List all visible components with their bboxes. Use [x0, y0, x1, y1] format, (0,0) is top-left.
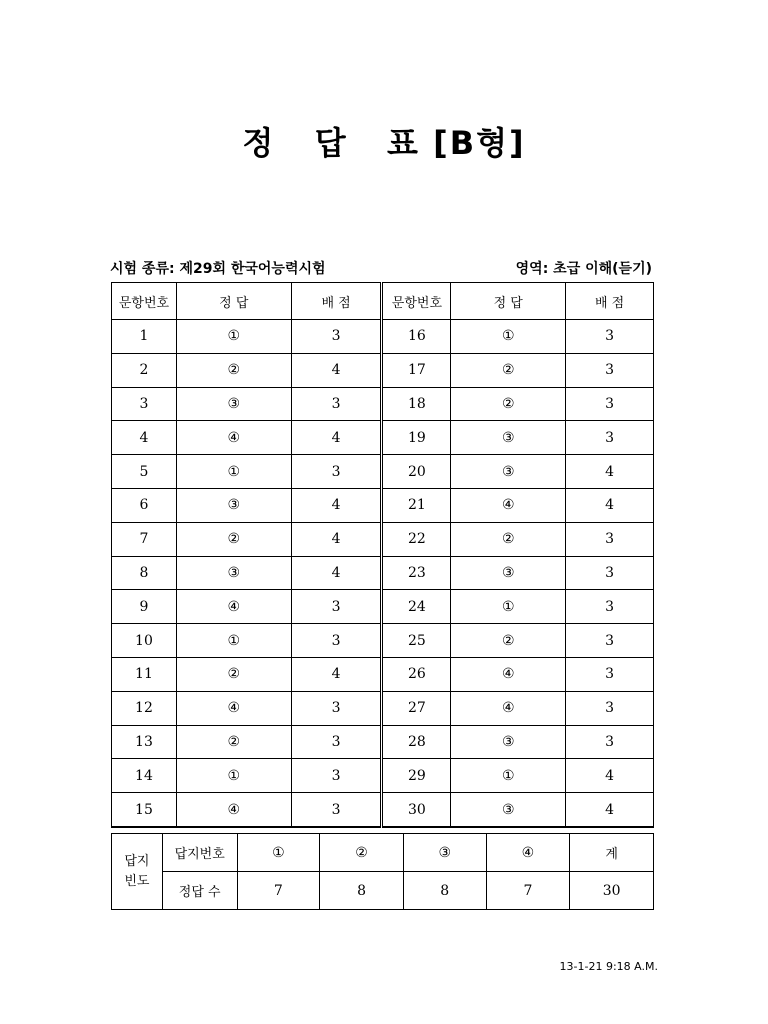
question-number: 20 — [382, 455, 451, 489]
question-number: 19 — [382, 421, 451, 455]
answer-cell: ③ — [176, 556, 291, 590]
question-number: 26 — [382, 657, 451, 691]
question-number: 9 — [112, 590, 177, 624]
table-row — [112, 522, 654, 556]
question-number: 18 — [382, 387, 451, 421]
answer-cell: ② — [176, 657, 291, 691]
score-cell: 3 — [566, 522, 654, 556]
score-cell: 4 — [566, 455, 654, 489]
question-number: 10 — [112, 624, 177, 658]
score-cell: 3 — [566, 387, 654, 421]
answer-cell: ① — [451, 320, 566, 354]
table-row — [112, 759, 654, 793]
table-row — [112, 556, 654, 590]
page-title: 정 답 표 [B형] — [242, 124, 526, 162]
question-number: 8 — [112, 556, 177, 590]
score-cell: 4 — [566, 488, 654, 522]
score-cell: 4 — [291, 657, 382, 691]
table-row — [112, 691, 654, 725]
score-cell: 4 — [291, 522, 382, 556]
score-cell: 4 — [291, 556, 382, 590]
answer-cell: ② — [451, 624, 566, 658]
answer-cell: ② — [451, 353, 566, 387]
question-number: 12 — [112, 691, 177, 725]
score-cell: 3 — [291, 793, 382, 827]
score-cell: 3 — [566, 624, 654, 658]
option-number-label: 답지번호 — [162, 834, 237, 872]
score-cell: 3 — [566, 691, 654, 725]
table-row — [112, 455, 654, 489]
score-cell: 3 — [291, 455, 382, 489]
answer-cell: ② — [451, 387, 566, 421]
table-row — [112, 353, 654, 387]
answer-cell: ③ — [176, 387, 291, 421]
answer-cell: ③ — [451, 455, 566, 489]
option-3: ③ — [403, 834, 486, 872]
score-cell: 3 — [566, 725, 654, 759]
question-number: 5 — [112, 455, 177, 489]
count-total: 30 — [570, 872, 654, 910]
question-number: 21 — [382, 488, 451, 522]
score-cell: 3 — [566, 353, 654, 387]
answer-cell: ③ — [451, 725, 566, 759]
question-number: 27 — [382, 691, 451, 725]
score-cell: 3 — [566, 590, 654, 624]
table-row — [112, 657, 654, 691]
answer-cell: ③ — [176, 488, 291, 522]
answer-cell: ① — [176, 624, 291, 658]
score-cell: 3 — [291, 759, 382, 793]
question-number: 6 — [112, 488, 177, 522]
frequency-count-row — [112, 872, 654, 910]
question-number: 2 — [112, 353, 177, 387]
exam-type: 시험 종류: 제29회 한국어능력시험 — [110, 261, 326, 277]
table-row — [112, 488, 654, 522]
question-number: 24 — [382, 590, 451, 624]
table-row — [112, 725, 654, 759]
score-cell: 4 — [566, 759, 654, 793]
score-cell: 4 — [291, 488, 382, 522]
score-cell: 3 — [566, 320, 654, 354]
table-row — [112, 624, 654, 658]
timestamp: 13-1-21 9:18 A.M. — [559, 960, 658, 973]
correct-count-label: 정답 수 — [162, 872, 237, 910]
frequency-side-label — [112, 834, 163, 910]
answer-cell: ④ — [451, 488, 566, 522]
answer-cell: ④ — [176, 590, 291, 624]
question-number: 11 — [112, 657, 177, 691]
header-answer: 정 답 — [451, 283, 566, 320]
score-cell: 3 — [291, 320, 382, 354]
score-cell: 4 — [566, 793, 654, 827]
question-number: 3 — [112, 387, 177, 421]
score-cell: 4 — [291, 421, 382, 455]
answer-cell: ① — [176, 455, 291, 489]
header-score: 배 점 — [291, 283, 382, 320]
count-1: 7 — [237, 872, 320, 910]
exam-area: 영역: 초급 이해(듣기) — [515, 261, 652, 277]
score-cell: 3 — [566, 556, 654, 590]
answer-cell: ② — [176, 353, 291, 387]
question-number: 1 — [112, 320, 177, 354]
question-number: 22 — [382, 522, 451, 556]
answer-table — [111, 282, 654, 828]
answer-cell: ① — [451, 590, 566, 624]
score-cell: 3 — [291, 590, 382, 624]
table-row — [112, 590, 654, 624]
frequency-side-label-2: 빈도 — [124, 873, 150, 889]
header-number: 문항번호 — [382, 283, 451, 320]
answer-cell: ② — [176, 522, 291, 556]
total-label: 계 — [570, 834, 654, 872]
answer-cell: ② — [176, 725, 291, 759]
score-cell: 3 — [291, 387, 382, 421]
frequency-table — [111, 833, 654, 910]
count-4: 7 — [486, 872, 570, 910]
option-2: ② — [320, 834, 404, 872]
answer-cell: ① — [176, 759, 291, 793]
question-number: 25 — [382, 624, 451, 658]
answer-cell: ① — [176, 320, 291, 354]
table-row — [112, 793, 654, 827]
count-3: 8 — [403, 872, 486, 910]
question-number: 23 — [382, 556, 451, 590]
score-cell: 3 — [291, 691, 382, 725]
question-number: 16 — [382, 320, 451, 354]
option-1: ① — [237, 834, 320, 872]
score-cell: 3 — [566, 421, 654, 455]
table-row — [112, 421, 654, 455]
question-number: 17 — [382, 353, 451, 387]
header-score: 배 점 — [566, 283, 654, 320]
question-number: 28 — [382, 725, 451, 759]
answer-cell: ③ — [451, 556, 566, 590]
table-row — [112, 387, 654, 421]
answer-cell: ③ — [451, 793, 566, 827]
question-number: 14 — [112, 759, 177, 793]
question-number: 29 — [382, 759, 451, 793]
question-number: 13 — [112, 725, 177, 759]
answer-cell: ① — [451, 759, 566, 793]
question-number: 15 — [112, 793, 177, 827]
answer-cell: ② — [451, 522, 566, 556]
option-4: ④ — [486, 834, 570, 872]
score-cell: 3 — [291, 624, 382, 658]
score-cell: 3 — [566, 657, 654, 691]
score-cell: 3 — [291, 725, 382, 759]
answer-cell: ③ — [451, 421, 566, 455]
question-number: 4 — [112, 421, 177, 455]
answer-cell: ④ — [451, 657, 566, 691]
question-number: 7 — [112, 522, 177, 556]
answer-cell: ④ — [451, 691, 566, 725]
answer-cell: ④ — [176, 421, 291, 455]
count-2: 8 — [320, 872, 404, 910]
answer-cell: ④ — [176, 793, 291, 827]
frequency-option-row — [112, 834, 654, 872]
score-cell: 4 — [291, 353, 382, 387]
question-number: 30 — [382, 793, 451, 827]
answer-cell: ④ — [176, 691, 291, 725]
frequency-side-label-1: 답지 — [124, 853, 150, 869]
table-header-row — [112, 283, 654, 320]
header-answer: 정 답 — [176, 283, 291, 320]
header-number: 문항번호 — [112, 283, 177, 320]
table-row — [112, 320, 654, 354]
